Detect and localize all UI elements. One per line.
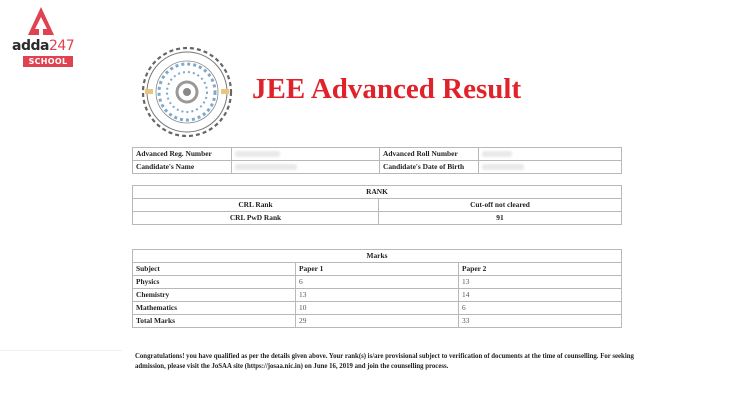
paper2-cell: 13 [459, 276, 622, 289]
crl-pwd-rank-label: CRL PwD Rank [133, 212, 379, 225]
crl-rank-label: CRL Rank [133, 199, 379, 212]
table-row [133, 161, 622, 174]
table-row [133, 315, 622, 328]
subject-cell: Mathematics [133, 302, 296, 315]
marks-table [132, 249, 622, 328]
rank-heading: RANK [133, 186, 622, 199]
paper2-cell: 6 [459, 302, 622, 315]
column-header-paper1: Paper 1 [296, 263, 459, 276]
paper1-cell: 13 [296, 289, 459, 302]
table-row [133, 148, 622, 161]
adda247-school-logo [10, 5, 75, 67]
table-row [133, 250, 622, 263]
paper1-cell: 10 [296, 302, 459, 315]
marks-heading: Marks [133, 250, 622, 263]
rank-table [132, 185, 622, 225]
page-title: JEE Advanced Result [252, 73, 522, 105]
column-header-paper2: Paper 2 [459, 263, 622, 276]
table-row [133, 212, 622, 225]
divider [0, 350, 122, 351]
table-row [133, 289, 622, 302]
iit-emblem-icon [139, 44, 235, 140]
congratulations-note: Congratulations! you have qualified as per the details given above. Your rank(s) is/are provisional subject to verification of documents at the time of counselling. For seeking admission, please visit the JoSAA site (https://josaa.nic.in) on June 16, 2019 and join the counselling process. [135, 353, 634, 370]
paper2-cell: 33 [459, 315, 622, 328]
column-header-subject: Subject [133, 263, 296, 276]
paper2-cell: 14 [459, 289, 622, 302]
dob-label: Candidate's Date of Birth [380, 161, 479, 174]
paper1-cell: 6 [296, 276, 459, 289]
roll-number-label: Advanced Roll Number [380, 148, 479, 161]
candidate-name-label: Candidate's Name [133, 161, 232, 174]
table-header-row [133, 263, 622, 276]
subject-cell: Total Marks [133, 315, 296, 328]
crl-pwd-rank-value: 91 [379, 212, 622, 225]
table-row [133, 276, 622, 289]
dob-value [479, 161, 622, 174]
candidate-details-table [132, 147, 622, 174]
roll-number-value [479, 148, 622, 161]
brand-school-tag: SCHOOL [23, 56, 73, 67]
table-row [133, 199, 622, 212]
candidate-name-value [232, 161, 380, 174]
paper1-cell: 29 [296, 315, 459, 328]
reg-number-value [232, 148, 380, 161]
table-row [133, 186, 622, 199]
table-row [133, 302, 622, 315]
reg-number-label: Advanced Reg. Number [133, 148, 232, 161]
crl-rank-value: Cut-off not cleared [379, 199, 622, 212]
subject-cell: Physics [133, 276, 296, 289]
brand-wordmark: adda247 [12, 38, 75, 54]
adda-triangle-icon [28, 7, 54, 35]
subject-cell: Chemistry [133, 289, 296, 302]
